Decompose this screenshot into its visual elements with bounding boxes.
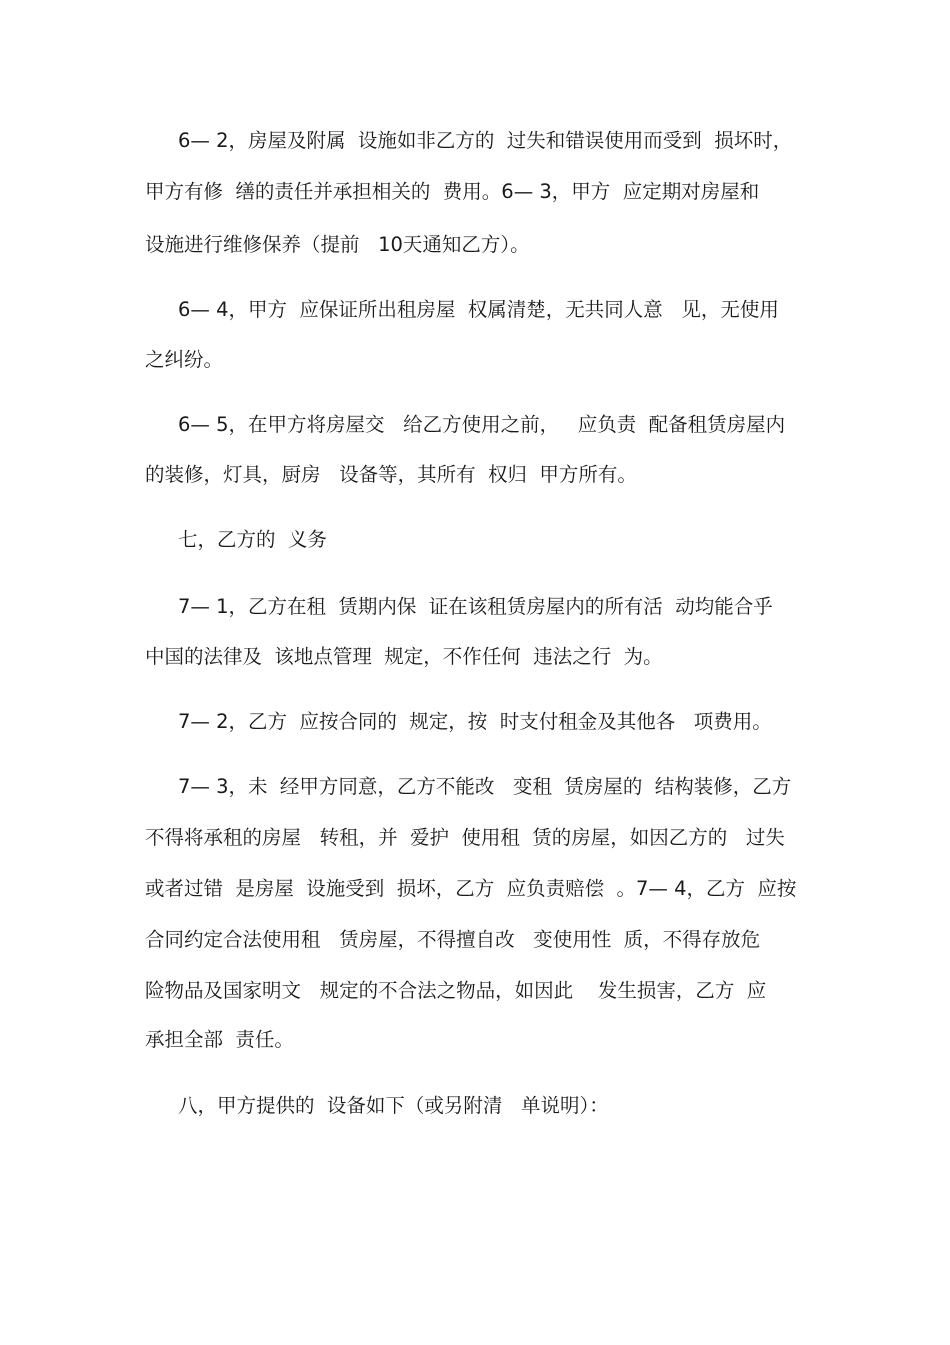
paragraph-6-4-line-1: 6— 4，甲方 应保证所出租房屋 权属清楚，无共同人意 见，无使用 [178, 298, 779, 321]
paragraph-7-3-line-2: 不得将承租的房屋 转租，并 爱护 使用租 赁的房屋，如因乙方的 过失 [145, 826, 785, 849]
paragraph-7-1-line-1: 7— 1，乙方在租 赁期内保 证在该租赁房屋内的所有活 动均能合乎 [178, 595, 773, 618]
paragraph-7-4-line-3: 险物品及国家明文 规定的不合法之物品，如因此 发生损害，乙方 应 [145, 979, 767, 1002]
paragraph-6-3-line-2: 设施进行维修保养（提前 10天通知乙方）。 [145, 233, 530, 256]
paragraph-7-2: 7— 2，乙方 应按合同的 规定，按 时支付租金及其他各 项费用。 [178, 710, 772, 733]
paragraph-6-5-line-1: 6— 5，在甲方将房屋交 给乙方使用之前， 应负责 配备租赁房屋内 [178, 413, 786, 436]
paragraph-7-3-line-3: 或者过错 是房屋 设施受到 损坏，乙方 应负责赔偿 。7— 4，乙方 应按 [145, 877, 797, 900]
paragraph-7-4-line-4: 承担全部 责任。 [145, 1028, 294, 1051]
paragraph-7-3-line-1: 7— 3，未 经甲方同意，乙方不能改 变租 赁房屋的 结构装修，乙方 [178, 775, 792, 798]
section-heading-7: 七，乙方的 义务 [178, 528, 327, 551]
section-heading-8: 八，甲方提供的 设备如下（或另附清 单说明）： [178, 1094, 609, 1117]
paragraph-6-2-line-1: 6— 2，房屋及附属 设施如非乙方的 过失和错误使用而受到 损坏时， [178, 129, 793, 152]
paragraph-7-4-line-2: 合同约定合法使用租 赁房屋，不得擅自改 变使用性 质，不得存放危 [145, 928, 761, 951]
paragraph-6-4-line-2: 之纠纷。 [145, 348, 224, 371]
paragraph-6-2-line-2: 甲方有修 缮的责任并承担相关的 费用。6— 3，甲方 应定期对房屋和 [145, 180, 760, 203]
paragraph-7-1-line-2: 中国的法律及 该地点管理 规定，不作任何 违法之行 为。 [145, 645, 663, 668]
paragraph-6-5-line-2: 的装修，灯具，厨房 设备等，其所有 权归 甲方所有。 [145, 463, 637, 486]
